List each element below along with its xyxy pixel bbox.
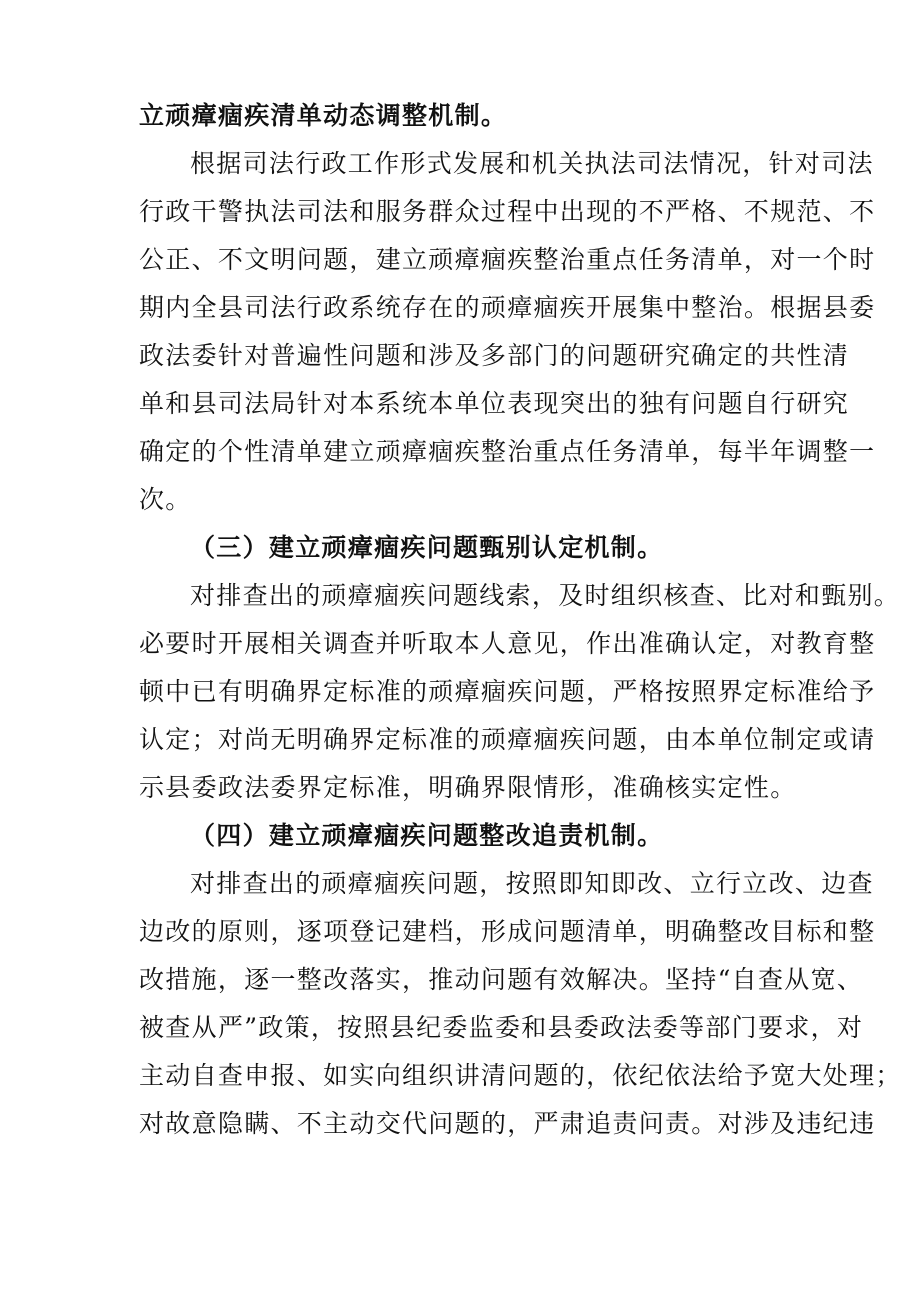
text-line: 行政干警执法司法和服务群众过程中出现的不严格、不规范、不 <box>139 197 876 226</box>
text-line: 主动自查申报、如实向组织讲清问题的，依纪依法给予宽大处理； <box>139 1061 902 1090</box>
text-line: 政法委针对普遍性问题和涉及多部门的问题研究确定的共性清 <box>139 341 850 370</box>
text-line: 确定的个性清单建立顽瘴痼疾整治重点任务清单，每半年调整一 <box>139 437 876 466</box>
text-line: 立顽瘴痼疾清单动态调整机制。 <box>139 101 508 130</box>
text-line: 顿中已有明确界定标准的顽瘴痼疾问题，严格按照界定标准给予 <box>139 677 876 706</box>
text-line: 边改的原则，逐项登记建档，形成问题清单，明确整改目标和整 <box>139 917 876 946</box>
text-line: 示县委政法委界定标准，明确界限情形，准确核实定性。 <box>139 773 797 802</box>
text-line: 必要时开展相关调查并听取本人意见，作出准确认定，对教育整 <box>139 629 876 658</box>
text-line: 被查从严”政策，按照县纪委监委和县委政法委等部门要求，对 <box>139 1013 864 1042</box>
section-heading: （四）建立顽瘴痼疾问题整改追责机制。 <box>190 821 664 850</box>
text-line: 改措施，逐一整改落实，推动问题有效解决。坚持“自查从宽、 <box>139 965 864 994</box>
text-line: 次。 <box>139 485 192 514</box>
text-line: 认定；对尚无明确界定标准的顽瘴痼疾问题，由本单位制定或请 <box>139 725 876 754</box>
text-line: 公正、不文明问题，建立顽瘴痼疾整治重点任务清单，对一个时 <box>139 245 876 274</box>
text-line: 根据司法行政工作形式发展和机关执法司法情况，针对司法 <box>190 149 874 178</box>
text-line: 单和县司法局针对本系统本单位表现突出的独有问题自行研究 <box>139 389 850 418</box>
text-line: 期内全县司法行政系统存在的顽瘴痼疾开展集中整治。根据县委 <box>139 293 876 322</box>
text-line: 对排查出的顽瘴痼疾问题，按照即知即改、立行立改、边查 <box>190 869 874 898</box>
section-heading: （三）建立顽瘴痼疾问题甄别认定机制。 <box>190 533 664 562</box>
text-line: 对故意隐瞒、不主动交代问题的，严肃追责问责。对涉及违纪违 <box>139 1109 876 1138</box>
text-line: 对排查出的顽瘴痼疾问题线索，及时组织核查、比对和甄别。 <box>190 581 901 610</box>
